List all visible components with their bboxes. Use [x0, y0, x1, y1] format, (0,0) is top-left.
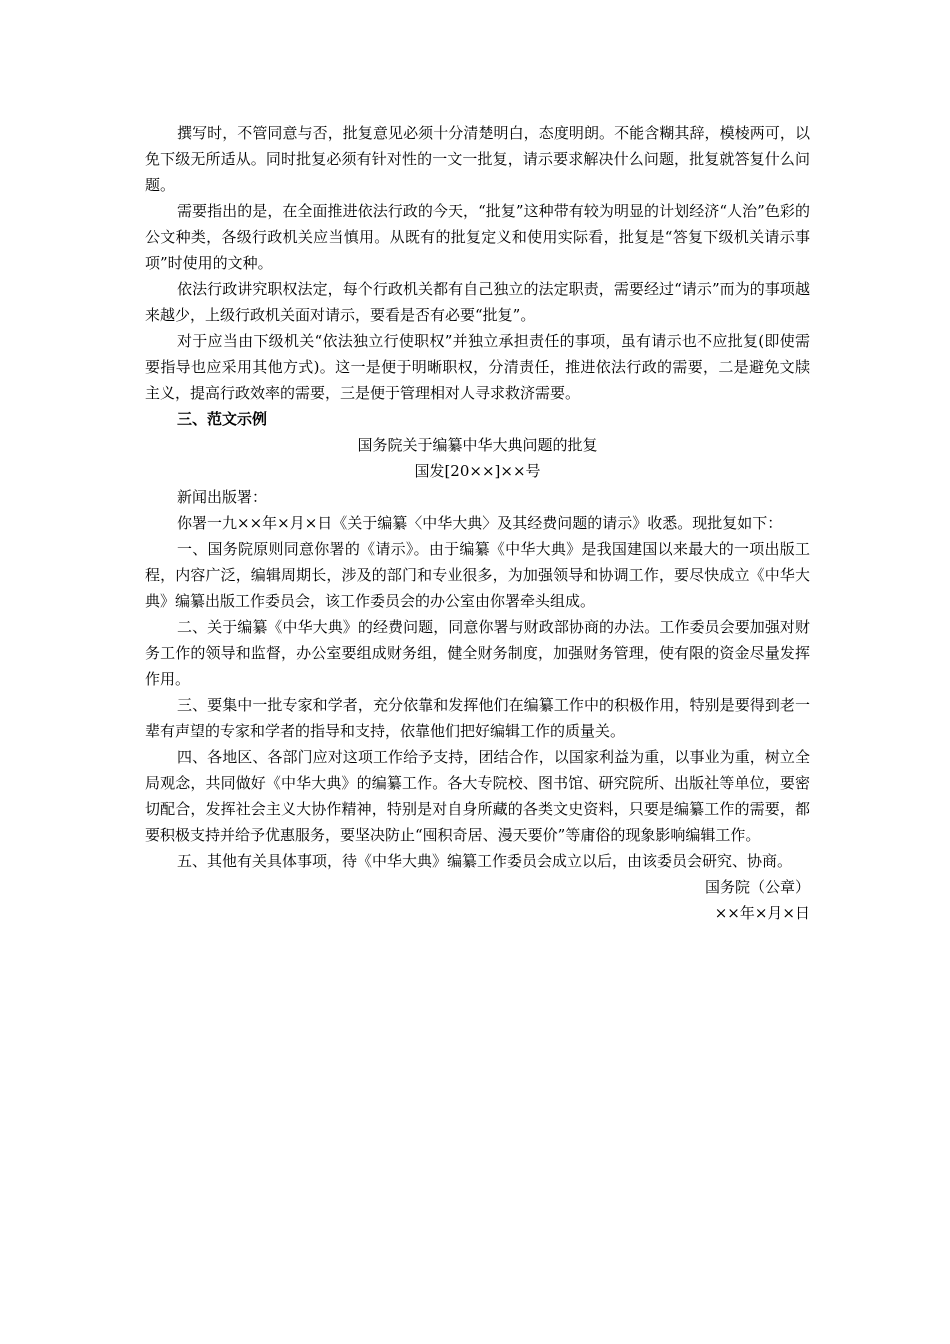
- paragraph-independent-authority: 对于应当由下级机关“依法独立行使职权”并独立承担责任的事项，虽有请示也不应批复(即使需要指导也应采用其他方式)。这一是便于明晰职权，分清责任，推进依法行政的需要，二是避免文牍主义，提高行政效率的需要，三是便于管理相对人寻求救济需要。: [145, 332, 810, 402]
- sample-date: ××年×月×日: [714, 904, 810, 922]
- sample-title: 国务院关于编纂中华大典问题的批复: [357, 436, 598, 454]
- document-page: [145, 120, 810, 926]
- section-heading: 三、范文示例: [177, 410, 268, 428]
- sample-item-1: 一、国务院原则同意你署的《请示》。由于编纂《中华大典》是我国建国以来最大的一项出版工程，内容广泛，编辑周期长，涉及的部门和专业很多，为加强领导和协调工作，要尽快成立《中华大典》编纂出版工作委员会，该工作委员会的办公室由你署牵头组成。: [145, 540, 810, 610]
- sample-item-5: 五、其他有关具体事项，待《中华大典》编纂工作委员会成立以后，由该委员会研究、协商。: [177, 852, 793, 870]
- sample-item-2: 二、关于编纂《中华大典》的经费问题，同意你署与财政部协商的办法。工作委员会要加强对财务工作的领导和监督，办公室要组成财务组，健全财务制度，加强财务管理，使有限的资金尽量发挥作用。: [145, 618, 810, 688]
- sample-item-3: 三、要集中一批专家和学者，充分依靠和发挥他们在编纂工作中的积极作用，特别是要得到老一辈有声望的专家和学者的指导和支持，依靠他们把好编辑工作的质量关。: [145, 696, 810, 740]
- paragraph-use-caution: 需要指出的是，在全面推进依法行政的今天，“批复”这种带有较为明显的计划经济“人治”色彩的公文种类，各级行政机关应当慎用。从既有的批复定义和使用实际看，批复是“答复下级机关请示事项”时使用的文种。: [145, 202, 810, 272]
- sample-signature: 国务院（公章）: [704, 878, 810, 896]
- paragraph-reply-requirements: 撰写时，不管同意与否，批复意见必须十分清楚明白，态度明朗。不能含糊其辞，模棱两可，以免下级无所适从。同时批复必须有针对性的一文一批复，请示要求解决什么问题，批复就答复什么问题。: [145, 124, 810, 194]
- sample-item-4: 四、各地区、各部门应对这项工作给予支持，团结合作，以国家利益为重，以事业为重，树立全局观念，共同做好《中华大典》的编纂工作。各大专院校、图书馆、研究院所、出版社等单位，要密切配合，发挥社会主义大协作精神，特别是对自身所藏的各类文史资料，只要是编纂工作的需要，都要积极支持并给予优惠服务，要坚决防止“囤积奇居、漫天要价”等庸俗的现象影响编辑工作。: [145, 748, 810, 844]
- sample-intro: 你署一九××年×月×日《关于编纂〈中华大典〉及其经费问题的请示》收悉。现批复如下：: [177, 514, 783, 532]
- paragraph-statutory-authority: 依法行政讲究职权法定，每个行政机关都有自己独立的法定职责，需要经过“请示”而为的事项越来越少，上级行政机关面对请示，要看是否有必要“批复”。: [145, 280, 810, 324]
- sample-recipient: 新闻出版署：: [177, 488, 268, 506]
- sample-doc-number: 国发[20××]××号: [414, 462, 541, 480]
